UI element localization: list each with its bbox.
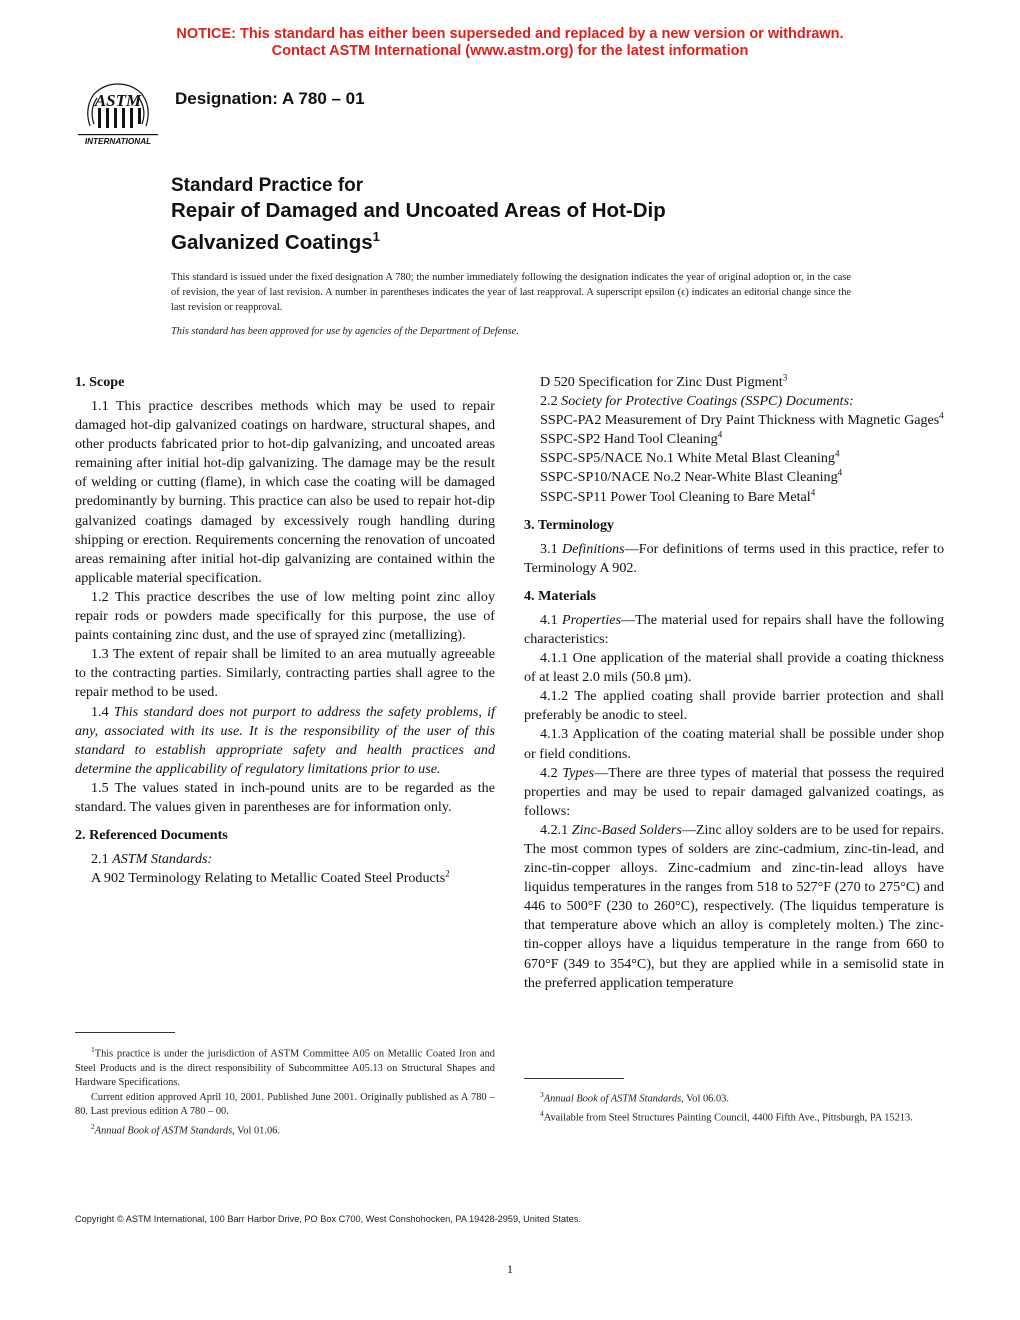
footnote-1-edition: Current edition approved April 10, 2001. Published June 2001. Originally published as A 780 – 80. Last previous edition A 780 – 00. (75, 1091, 495, 1118)
reference-sspc-pa2: SSPC-PA2 Measurement of Dry Paint Thickness with Magnetic Gages$^4$ (540, 410, 944, 429)
paragraph-1-5: 1.5 The values stated in inch-pound units are to be regarded as the standard. The values given in parentheses are for information only. (75, 779, 495, 815)
reference-sspc-sp11: SSPC-SP11 Power Tool Cleaning to Bare Metal$^4$ (540, 486, 816, 505)
paragraph-1-2: 1.2 This practice describes the use of low melting point zinc alloy repair rods or powders made specifically for this purpose, the use of paints containing zinc dust, and the use of sprayed zinc (metallizing). (75, 588, 495, 644)
reference-sspc-sp10: SSPC-SP10/NACE No.2 Near-White Blast Cleaning$^4$ (540, 467, 843, 486)
reference-sspc-sp5: SSPC-SP5/NACE No.1 White Metal Blast Cleaning$^4$ (540, 448, 840, 467)
paragraph-1-3: 1.3 The extent of repair shall be limited to an area mutually agreeable to the contracting parties. Similarly, contracting parties shall agree to the repair method to be used. (75, 646, 495, 701)
title-footnote-mark: 1 (372, 229, 380, 244)
paragraph-1-4: 1.4 This standard does not purport to address the safety problems, if any, associated with its use. It is the responsibility of the user of this standard to establish appropriate safety and health practices and determine the applicability of regulatory limitations prior to use. (75, 703, 495, 777)
footnote-3: $^3$Annual Book of ASTM Standards, Vol 06.03. (540, 1090, 729, 1105)
logo-text: ASTM (94, 91, 142, 110)
copyright-line: Copyright © ASTM International, 100 Barr Harbor Drive, PO Box C700, West Conshohocken, PA 19428-2959, United States. (75, 1214, 581, 1224)
paragraph-3-1: 3.1 Definitions—For definitions of terms used in this practice, refer to Terminology A 902. (524, 540, 944, 576)
paragraph-2-1: 2.1 ASTM Standards: (91, 851, 213, 868)
section-heading-scope: 1. Scope (75, 374, 125, 390)
page-number: 1 (507, 1262, 513, 1276)
footnote-1: $^1$This practice is under the jurisdiction of ASTM Committee A05 on Metallic Coated Iron and Steel Products and is the direct responsibility of Subcommittee A05.13 on Structural Shapes and Hardware Specifications. (75, 1045, 495, 1089)
left-column (75, 373, 495, 888)
section-heading-referenced-documents: 2. Referenced Documents (75, 827, 228, 844)
document-title (171, 174, 871, 256)
title-line-2: Repair of Damaged and Uncoated Areas of Hot-Dip (171, 199, 666, 222)
designation: Designation: A 780 – 01 (175, 89, 365, 108)
dod-approval-statement: This standard has been approved for use by agencies of the Department of Defense. (171, 326, 519, 337)
footnote-rule-right (524, 1078, 624, 1079)
section-heading-materials: 4. Materials (524, 587, 597, 604)
footnote-2: $^2$Annual Book of ASTM Standards, Vol 01.06. (91, 1121, 280, 1137)
paragraph-2-2: 2.2 Society for Protective Coatings (SSPC) Documents: (540, 393, 854, 410)
paragraph-4-1: 4.1 Properties—The material used for repairs shall have the following characteristics: (524, 611, 944, 647)
footnote-rule-left (75, 1032, 175, 1033)
astm-logo (76, 78, 160, 150)
footnote-4: $^4$Available from Steel Structures Painting Council, 4400 Fifth Ave., Pittsburgh, PA 15213. (540, 1108, 913, 1124)
notice-line-2: Contact ASTM International (www.astm.org) for the latest information (271, 43, 749, 59)
notice-line-1: NOTICE: This standard has either been superseded and replaced by a new version or withdrawn. (176, 26, 844, 42)
paragraph-1-1: 1.1 This practice describes methods which may be used to repair damaged hot-dip galvanized coatings on hardware, structural shapes, and other products fabricated prior to hot-dip galvanizing, and uncoated areas remaining after initial hot-dip galvanizing. The damage may be the result of welding or cutting (flame), in which case the coating will be damaged predominantly by burning. This practice can also be used to repair hot-dip galvanized coatings damaged by excessively rough handling during shipping or erection. Requirements concerning the renovation of uncoated areas remaining after initial hot-dip galvanizing are contained within the applicable material specification. (75, 398, 495, 586)
footnotes-right (524, 1088, 944, 1126)
paragraph-4-1-2: 4.1.2 The applied coating shall provide barrier protection and shall preferably be anodic to steel. (524, 688, 944, 724)
paragraph-4-2-1: 4.2.1 Zinc-Based Solders—Zinc alloy solders are to be used for repairs. The most common types of solders are zinc-cadmium, zinc-tin-lead, and zinc-tin-copper alloys. Zinc-cadmium and zinc-tin-lead alloys have liquidus temperatures in the ranges from 518 to 527°F (270 to 275°C) and 446 to 500°F (230 to 260°C), respectively. (The liquidus temperature is that temperature above which an alloy is completely molten.) The zinc-tin-copper alloys have a liquidus temperature in the range from 660 to 670°F (349 to 354°C), but they are applied while in a semisolid state in the preferred application temperature (524, 821, 944, 991)
reference-a902: A 902 Terminology Relating to Metallic Coated Steel Products$^2$ (91, 868, 450, 887)
section-heading-terminology: 3. Terminology (524, 516, 615, 533)
title-line-1: Standard Practice for (171, 175, 364, 196)
paragraph-4-1-3: 4.1.3 Application of the coating material shall be possible under shop or field conditions. (524, 726, 944, 762)
right-column (524, 373, 944, 993)
issuance-statement: This standard is issued under the fixed designation A 780; the number immediately following the designation indicates the year of original adoption or, in the case of revision, the year of last revision. A number in parentheses indicates the year of last reapproval. A superscript epsilon (ϵ) indicates an editorial change since the last revision or reapproval. (171, 272, 851, 314)
reference-sspc-sp2: SSPC-SP2 Hand Tool Cleaning$^4$ (540, 429, 723, 448)
logo-subtext: INTERNATIONAL (84, 137, 152, 146)
paragraph-4-1-1: 4.1.1 One application of the material shall provide a coating thickness of at least 2.0 mils (50.8 µm). (524, 650, 944, 686)
title-line-3: Galvanized Coatings$^1$ (171, 229, 380, 254)
footnotes-left (75, 1043, 495, 1139)
paragraph-4-2: 4.2 Types—There are three types of material that possess the required properties and may be used to repair damaged galvanized coatings, as follows: (524, 764, 944, 819)
reference-d520: D 520 Specification for Zinc Dust Pigment$^3$ (540, 372, 788, 390)
superseded-notice (0, 26, 1020, 60)
